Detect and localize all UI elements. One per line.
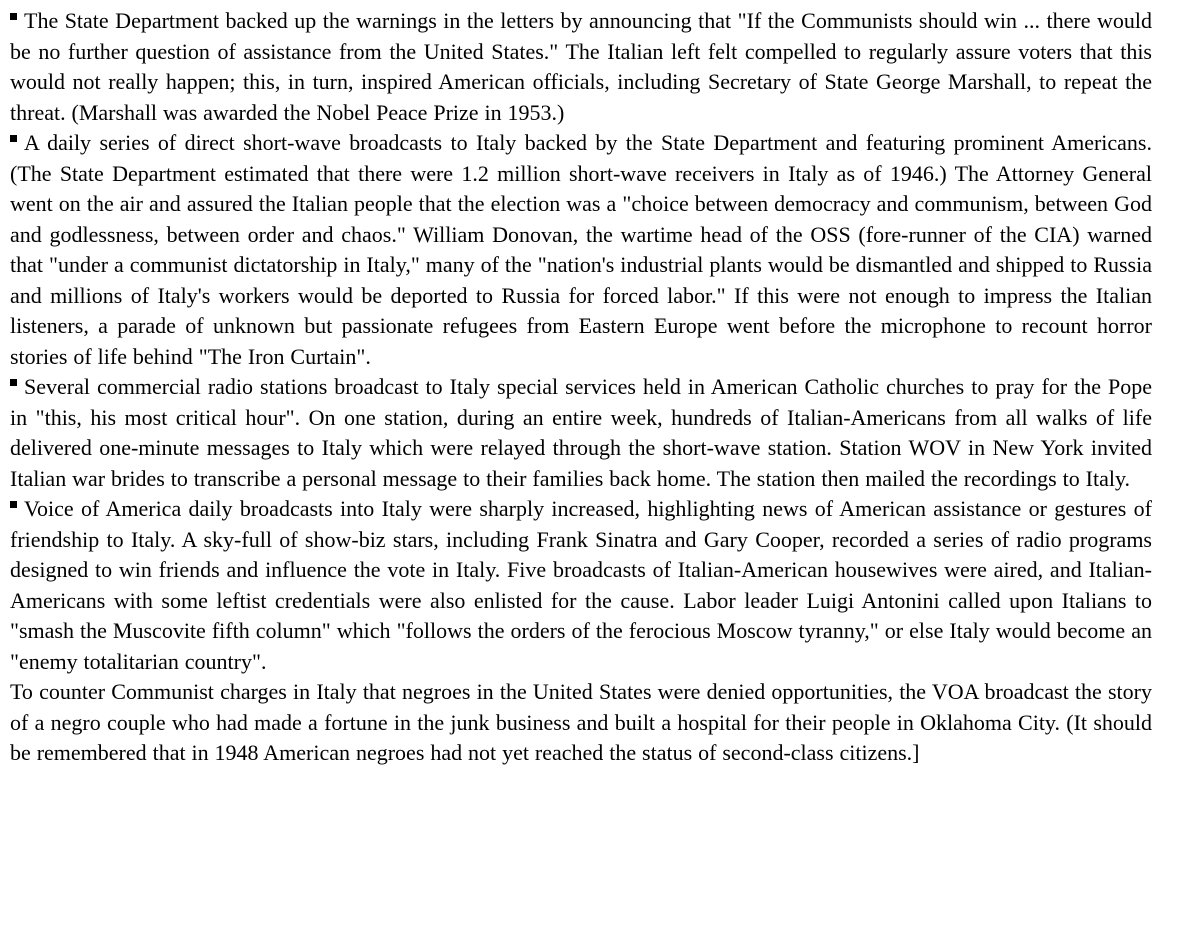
paragraph [10, 677, 1152, 769]
paragraph [10, 128, 1152, 372]
paragraph-text: A daily series of direct short-wave broadcasts to Italy backed by the State Department and featuring prominent Americans. (The State Department estimated that there were 1.2 million short-wave receivers in Italy as of 1946.) The Attorney General went on the air and assured the Italian people that the election was a "choice between democracy and communism, between God and godlessness, between order and chaos." William Donovan, the wartime head of the OSS (fore-runner of the CIA) warned that "under a communist dictatorship in Italy," many of the "nation's industrial plants would be dismantled and shipped to Russia and millions of Italy's workers would be deported to Russia for forced labor." If this were not enough to impress the Italian listeners, a parade of unknown but passionate refugees from Eastern Europe went before the microphone to recount horror stories of life behind "The Iron Curtain". [10, 130, 1152, 369]
bullet-marker-icon [10, 135, 17, 142]
bullet-marker-icon [10, 501, 17, 508]
paragraph-text: Several commercial radio stations broadcast to Italy special services held in American Catholic churches to pray for the Pope in "this, his most critical hour". On one station, during an entire week, hundreds of Italian-Americans from all walks of life delivered one-minute messages to Italy which were relayed through the short-wave station. Station WOV in New York invited Italian war brides to transcribe a personal message to their families back home. The station then mailed the recordings to Italy. [10, 374, 1152, 491]
paragraph-list [10, 6, 1152, 769]
paragraph [10, 372, 1152, 494]
paragraph-text: The State Department backed up the warnings in the letters by announcing that "If the Communists should win ... there would be no further question of assistance from the United States." The Italian left felt compelled to regularly assure voters that this would not really happen; this, in turn, inspired American officials, including Secretary of State George Marshall, to repeat the threat. (Marshall was awarded the Nobel Peace Prize in 1953.) [10, 8, 1152, 125]
paragraph-text: To counter Communist charges in Italy that negroes in the United States were denied opportunities, the VOA broadcast the story of a negro couple who had made a fortune in the junk business and built a hospital for their people in Oklahoma City. (It should be remembered that in 1948 American negroes had not yet reached the status of second-class citizens.] [10, 679, 1152, 765]
bullet-marker-icon [10, 13, 17, 20]
paragraph-text: Voice of America daily broadcasts into Italy were sharply increased, highlighting news of American assistance or gestures of friendship to Italy. A sky-full of show-biz stars, including Frank Sinatra and Gary Cooper, recorded a series of radio programs designed to win friends and influence the vote in Italy. Five broadcasts of Italian-American housewives were aired, and Italian-Americans with some leftist credentials were also enlisted for the cause. Labor leader Luigi Antonini called upon Italians to "smash the Muscovite fifth column" which "follows the orders of the ferocious Moscow tyranny," or else Italy would become an "enemy totalitarian country". [10, 496, 1152, 674]
paragraph [10, 6, 1152, 128]
bullet-marker-icon [10, 379, 17, 386]
paragraph [10, 494, 1152, 677]
